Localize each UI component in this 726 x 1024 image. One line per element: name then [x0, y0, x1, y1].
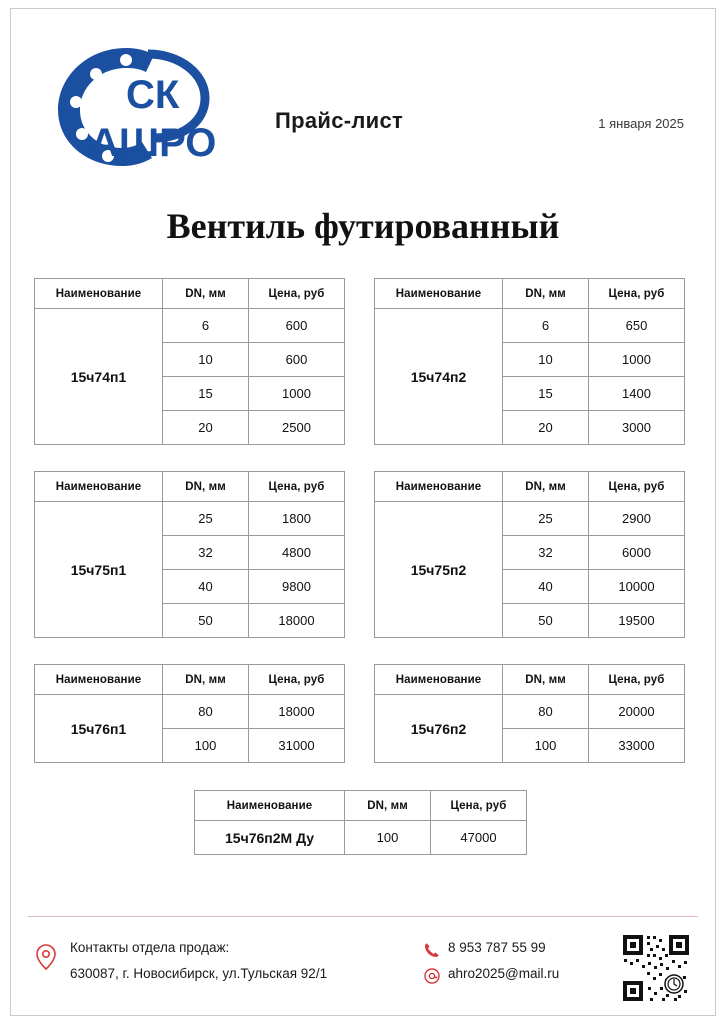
- table-row: [195, 821, 527, 855]
- dn-value: 40: [503, 570, 589, 604]
- product-name: 15ч76п2М Ду: [195, 821, 345, 855]
- product-name: 15ч75п2: [375, 502, 503, 638]
- dn-value: 100: [163, 729, 249, 763]
- price-value: 600: [249, 309, 345, 343]
- dn-value: 50: [503, 604, 589, 638]
- table-header-row: [35, 279, 345, 309]
- col-header-name: Наименование: [35, 472, 163, 502]
- price-value: 4800: [249, 536, 345, 570]
- price-table-block-2: [34, 471, 345, 638]
- dn-value: 10: [163, 343, 249, 377]
- col-header-price: Цена, руб: [431, 791, 527, 821]
- product-heading: Вентиль футированный: [166, 206, 560, 246]
- email-icon: [424, 968, 440, 989]
- price-table-block-4: [34, 664, 345, 763]
- footer-divider: [28, 916, 698, 917]
- price-table: [374, 664, 685, 763]
- table-row: [375, 695, 685, 729]
- col-header-name: Наименование: [375, 665, 503, 695]
- col-header-dn: DN, мм: [345, 791, 431, 821]
- col-header-name: Наименование: [375, 279, 503, 309]
- dn-value: 6: [503, 309, 589, 343]
- qr-code[interactable]: [620, 932, 692, 1004]
- table-row: [375, 502, 685, 536]
- col-header-price: Цена, руб: [249, 279, 345, 309]
- product-name: 15ч75п1: [35, 502, 163, 638]
- price-value: 1000: [249, 377, 345, 411]
- svg-text:СК: СК: [126, 73, 180, 117]
- dn-value: 25: [503, 502, 589, 536]
- table-row: [375, 309, 685, 343]
- page-title: Прайс-лист: [275, 108, 404, 133]
- col-header-price: Цена, руб: [249, 472, 345, 502]
- dn-value: 20: [163, 411, 249, 445]
- price-value: 47000: [431, 821, 527, 855]
- company-logo: [30, 38, 260, 178]
- table-header-row: [375, 472, 685, 502]
- table-row: [35, 309, 345, 343]
- dn-value: 6: [163, 309, 249, 343]
- col-header-price: Цена, руб: [249, 665, 345, 695]
- table-header-row: [195, 791, 527, 821]
- price-table: [34, 664, 345, 763]
- table-header-row: [375, 665, 685, 695]
- product-name: 15ч76п2: [375, 695, 503, 763]
- col-header-price: Цена, руб: [589, 665, 685, 695]
- price-table: [34, 471, 345, 638]
- price-value: 18000: [249, 604, 345, 638]
- dn-value: 100: [503, 729, 589, 763]
- price-value: 9800: [249, 570, 345, 604]
- price-value: 1400: [589, 377, 685, 411]
- col-header-dn: DN, мм: [503, 472, 589, 502]
- dn-value: 32: [503, 536, 589, 570]
- col-header-name: Наименование: [35, 279, 163, 309]
- contacts-title: Контакты отдела продаж:: [70, 940, 230, 955]
- price-table: [374, 278, 685, 445]
- price-value: 2900: [589, 502, 685, 536]
- price-value: 1800: [249, 502, 345, 536]
- col-header-price: Цена, руб: [589, 472, 685, 502]
- col-header-dn: DN, мм: [163, 472, 249, 502]
- price-value: 31000: [249, 729, 345, 763]
- page-footer: [0, 928, 726, 1008]
- dn-value: 20: [503, 411, 589, 445]
- table-header-row: [375, 279, 685, 309]
- dn-value: 10: [503, 343, 589, 377]
- dn-value: 50: [163, 604, 249, 638]
- price-table-block-0: [34, 278, 345, 445]
- price-table-block-5: [374, 664, 685, 763]
- price-value: 1000: [589, 343, 685, 377]
- col-header-dn: DN, мм: [503, 279, 589, 309]
- price-value: 20000: [589, 695, 685, 729]
- location-pin-icon: [36, 944, 56, 975]
- product-name: 15ч76п1: [35, 695, 163, 763]
- email-address[interactable]: ahro2025@mail.ru: [448, 966, 560, 981]
- price-table-block-6: [194, 790, 527, 855]
- col-header-name: Наименование: [195, 791, 345, 821]
- col-header-name: Наименование: [375, 472, 503, 502]
- price-value: 10000: [589, 570, 685, 604]
- dn-value: 15: [503, 377, 589, 411]
- contacts-address: 630087, г. Новосибирск, ул.Тульская 92/1: [70, 966, 328, 981]
- dn-value: 100: [345, 821, 431, 855]
- dn-value: 32: [163, 536, 249, 570]
- price-value: 6000: [589, 536, 685, 570]
- dn-value: 15: [163, 377, 249, 411]
- price-table: [374, 471, 685, 638]
- col-header-dn: DN, мм: [503, 665, 589, 695]
- price-value: 18000: [249, 695, 345, 729]
- table-header-row: [35, 665, 345, 695]
- dn-value: 40: [163, 570, 249, 604]
- price-value: 3000: [589, 411, 685, 445]
- product-name: 15ч74п2: [375, 309, 503, 445]
- price-value: 19500: [589, 604, 685, 638]
- dn-value: 80: [163, 695, 249, 729]
- product-name: 15ч74п1: [35, 309, 163, 445]
- price-table-block-3: [374, 471, 685, 638]
- price-value: 2500: [249, 411, 345, 445]
- col-header-dn: DN, мм: [163, 279, 249, 309]
- col-header-dn: DN, мм: [163, 665, 249, 695]
- dn-value: 25: [163, 502, 249, 536]
- price-value: 600: [249, 343, 345, 377]
- price-value: 650: [589, 309, 685, 343]
- price-table: [194, 790, 527, 855]
- phone-icon: [424, 942, 440, 963]
- svg-text:АШРО: АШРО: [90, 121, 217, 165]
- table-header-row: [35, 472, 345, 502]
- col-header-name: Наименование: [35, 665, 163, 695]
- dn-value: 80: [503, 695, 589, 729]
- col-header-price: Цена, руб: [589, 279, 685, 309]
- table-row: [35, 695, 345, 729]
- price-table-block-1: [374, 278, 685, 445]
- price-table: [34, 278, 345, 445]
- price-list-date: 1 января 2025: [598, 116, 684, 131]
- price-value: 33000: [589, 729, 685, 763]
- phone-number[interactable]: 8 953 787 55 99: [448, 940, 546, 955]
- table-row: [35, 502, 345, 536]
- page-header: [0, 20, 726, 180]
